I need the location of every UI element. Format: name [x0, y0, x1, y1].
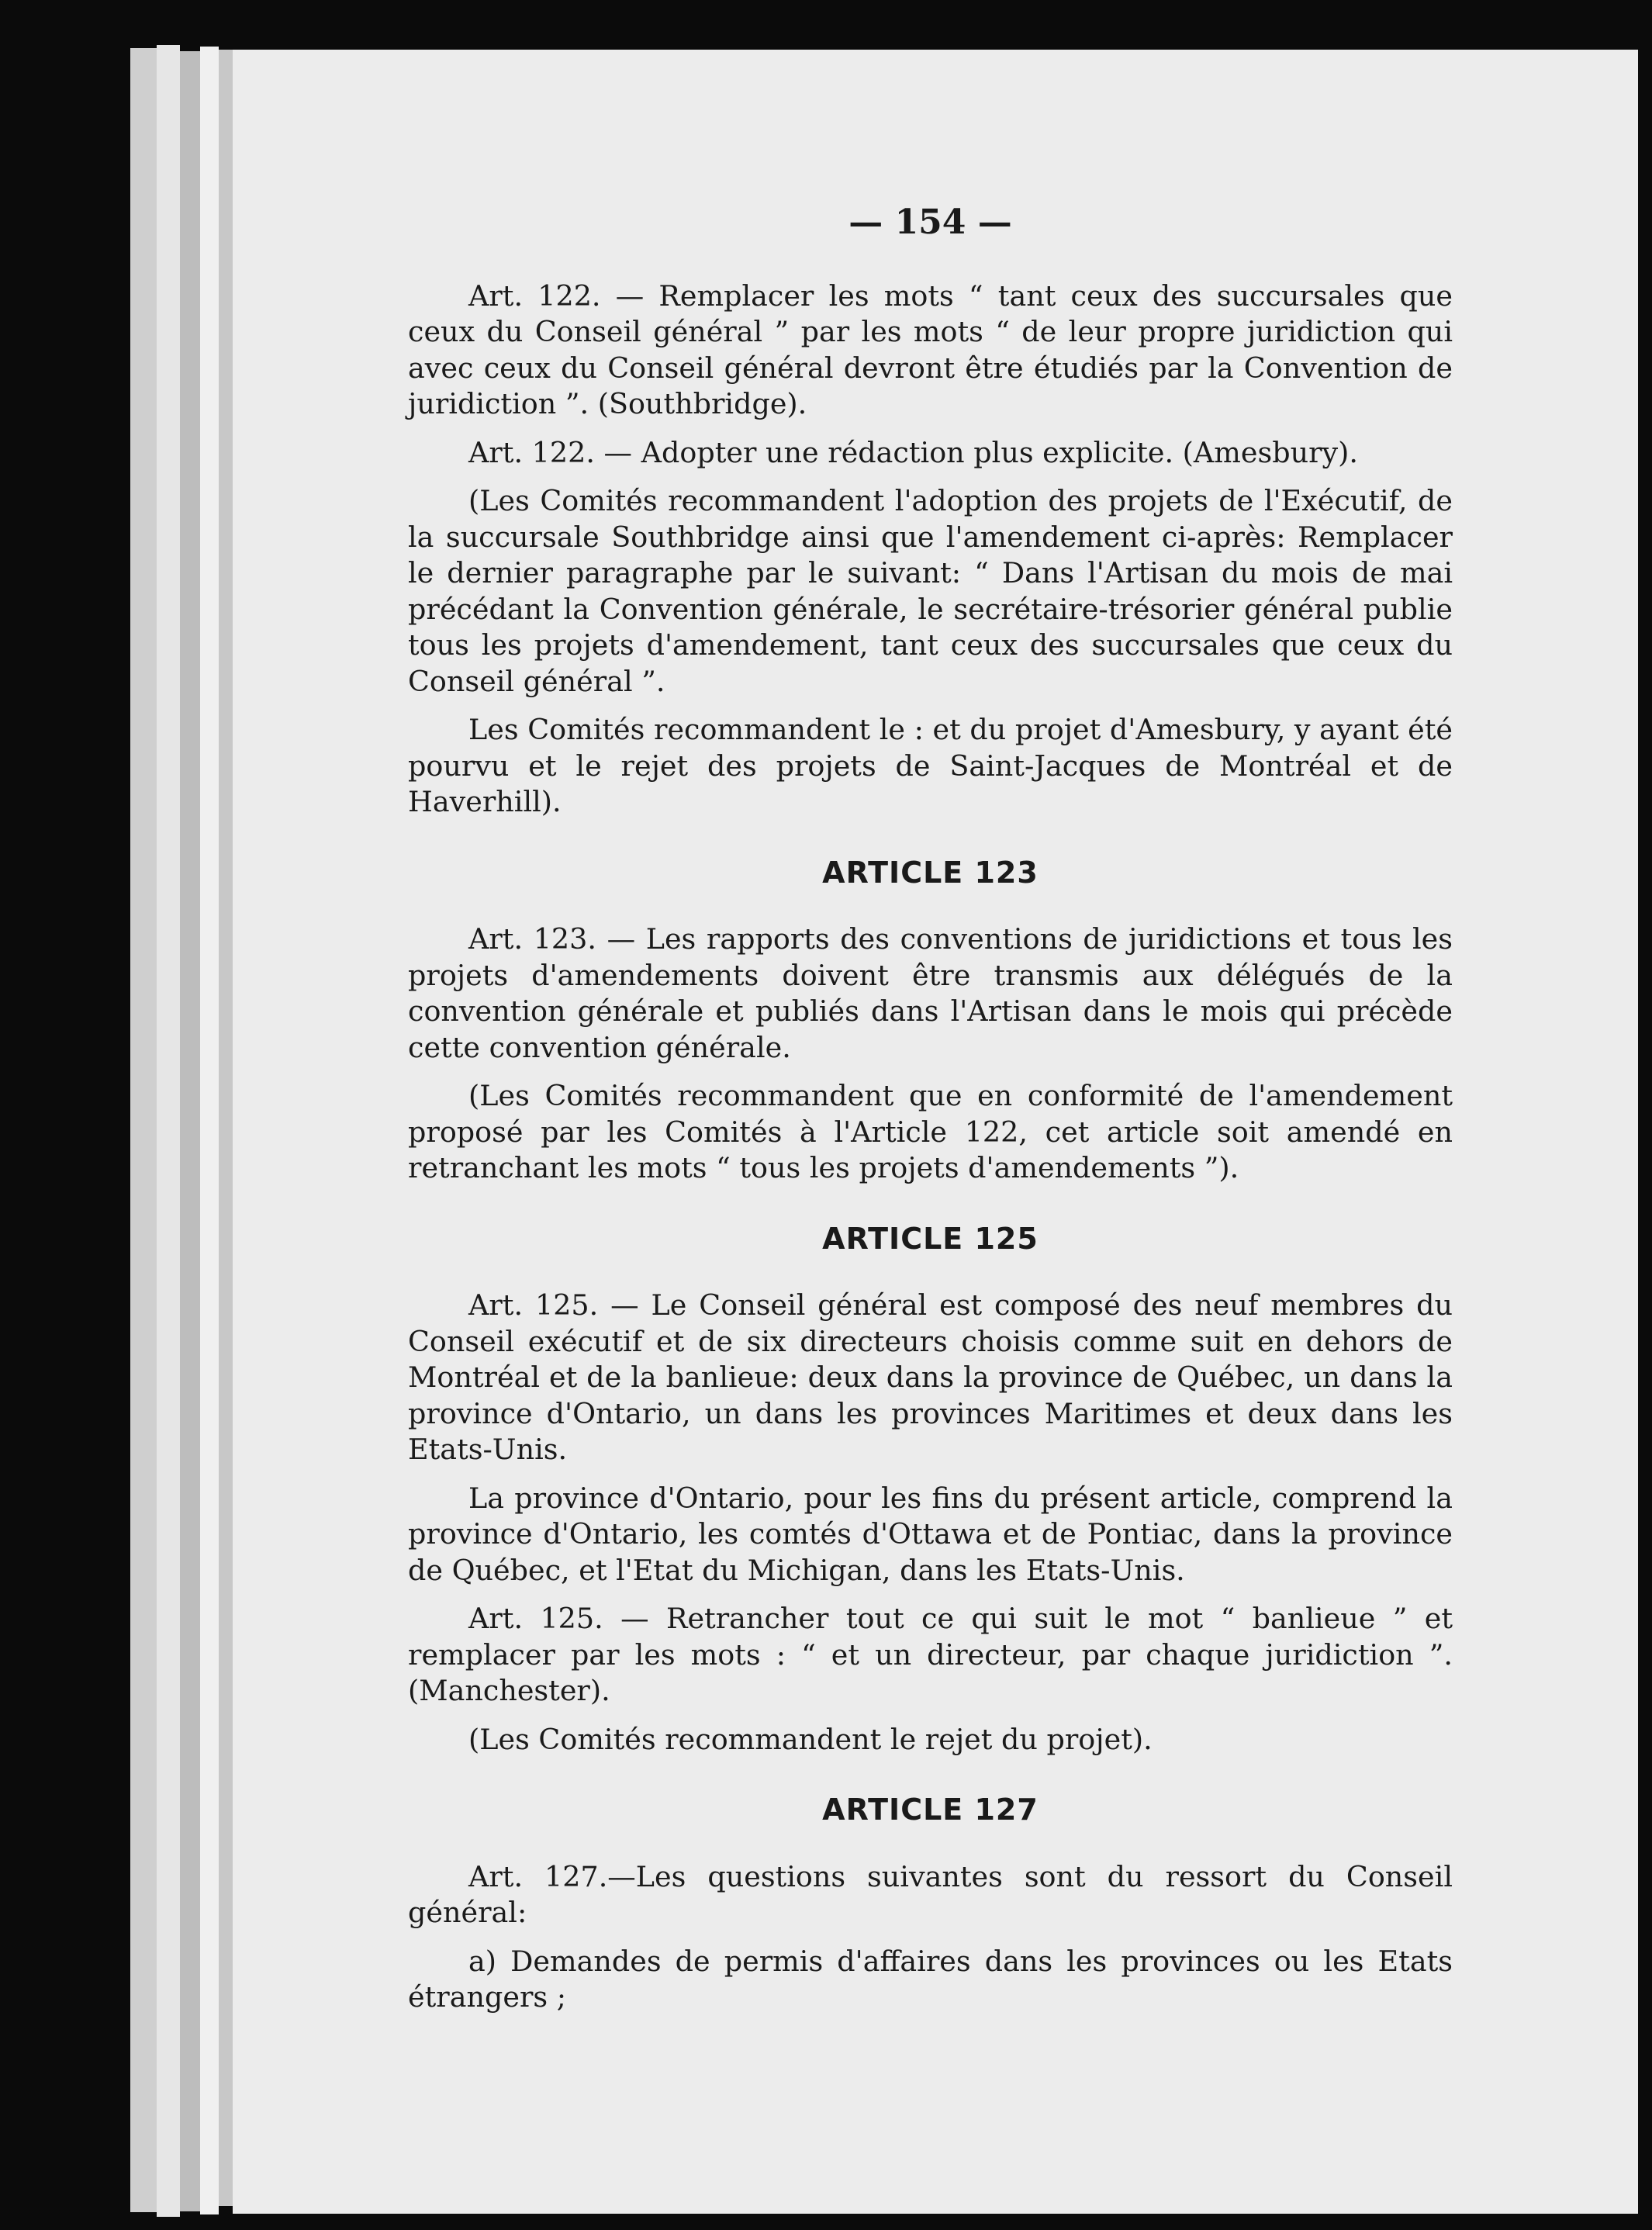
book-page-edge	[130, 48, 157, 2212]
book-page-edge	[180, 51, 200, 2211]
page-content	[408, 202, 1453, 2028]
book-page-edge	[157, 45, 180, 2217]
section-heading: ARTICLE 123	[822, 855, 1039, 890]
paragraph: Art. 122. — Adopter une rédaction plus explicite. (Amesbury).	[468, 435, 1358, 469]
paragraph: Art. 127.—Les questions suivantes sont du ressort du Conseil général:	[408, 1859, 1453, 1929]
paragraph: (Les Comités recommandent que en conformité de l'amendement proposé par les Comités à l'Article 122, cet article soit amendé en retranchant les mots “ tous les projets d'amendements ”).	[408, 1079, 1453, 1184]
paragraph: (Les Comités recommandent le rejet du projet).	[468, 1722, 1153, 1756]
section-heading: ARTICLE 127	[822, 1793, 1039, 1827]
book-page-edge	[200, 47, 219, 2214]
paragraph: Art. 125. — Le Conseil général est composé des neuf membres du Conseil exécutif et de six directeurs choisis comme suit en dehors de Montréal et de la banlieue: deux dans la province de Québec, un dans la province d'Ontario, un dans les provinces Maritimes et deux dans les Etats-Unis.	[408, 1288, 1453, 1466]
paragraph: (Les Comités recommandent l'adoption des projets de l'Exécutif, de la succursale Southbridge ainsi que l'amendement ci-après: Remplacer le dernier paragraphe par le suivant: “ Dans l'Artisan du mois de mai précédant la Convention générale, le secrétaire-trésorier général publie tous les projets d'amendement, tant ceux des succursales que ceux du Conseil général ”.	[408, 484, 1453, 698]
paragraph: La province d'Ontario, pour les fins du présent article, comprend la province d'Ontario, les comtés d'Ottawa et de Pontiac, dans la province de Québec, et l'Etat du Michigan, dans les Etats-Unis.	[408, 1481, 1453, 1587]
paragraph: Les Comités recommandent le : et du projet d'Amesbury, y ayant été pourvu et le rejet des projets de Saint-Jacques de Montréal et de Haverhill).	[408, 713, 1453, 818]
section-heading: ARTICLE 125	[822, 1221, 1039, 1256]
page-number: — 154 —	[848, 202, 1012, 242]
paragraph: Art. 123. — Les rapports des conventions de juridictions et tous les projets d'amendements doivent être transmis aux délégués de la convention générale et publiés dans l'Artisan dans le mois qui précède cette convention générale.	[408, 922, 1453, 1064]
document-page	[233, 50, 1638, 2214]
paragraph: a) Demandes de permis d'affaires dans les provinces ou les Etats étrangers ;	[408, 1944, 1453, 2014]
paragraph: Art. 122. — Remplacer les mots “ tant ceux des succursales que ceux du Conseil général ” par les mots “ de leur propre juridiction qui avec ceux du Conseil général devront être étudiés par la Convention de juridiction ”. (Southbridge).	[408, 278, 1453, 420]
paragraph: Art. 125. — Retrancher tout ce qui suit le mot “ banlieue ” et remplacer par les mots : “ et un directeur, par chaque juridiction ”. (Manchester).	[408, 1602, 1453, 1707]
